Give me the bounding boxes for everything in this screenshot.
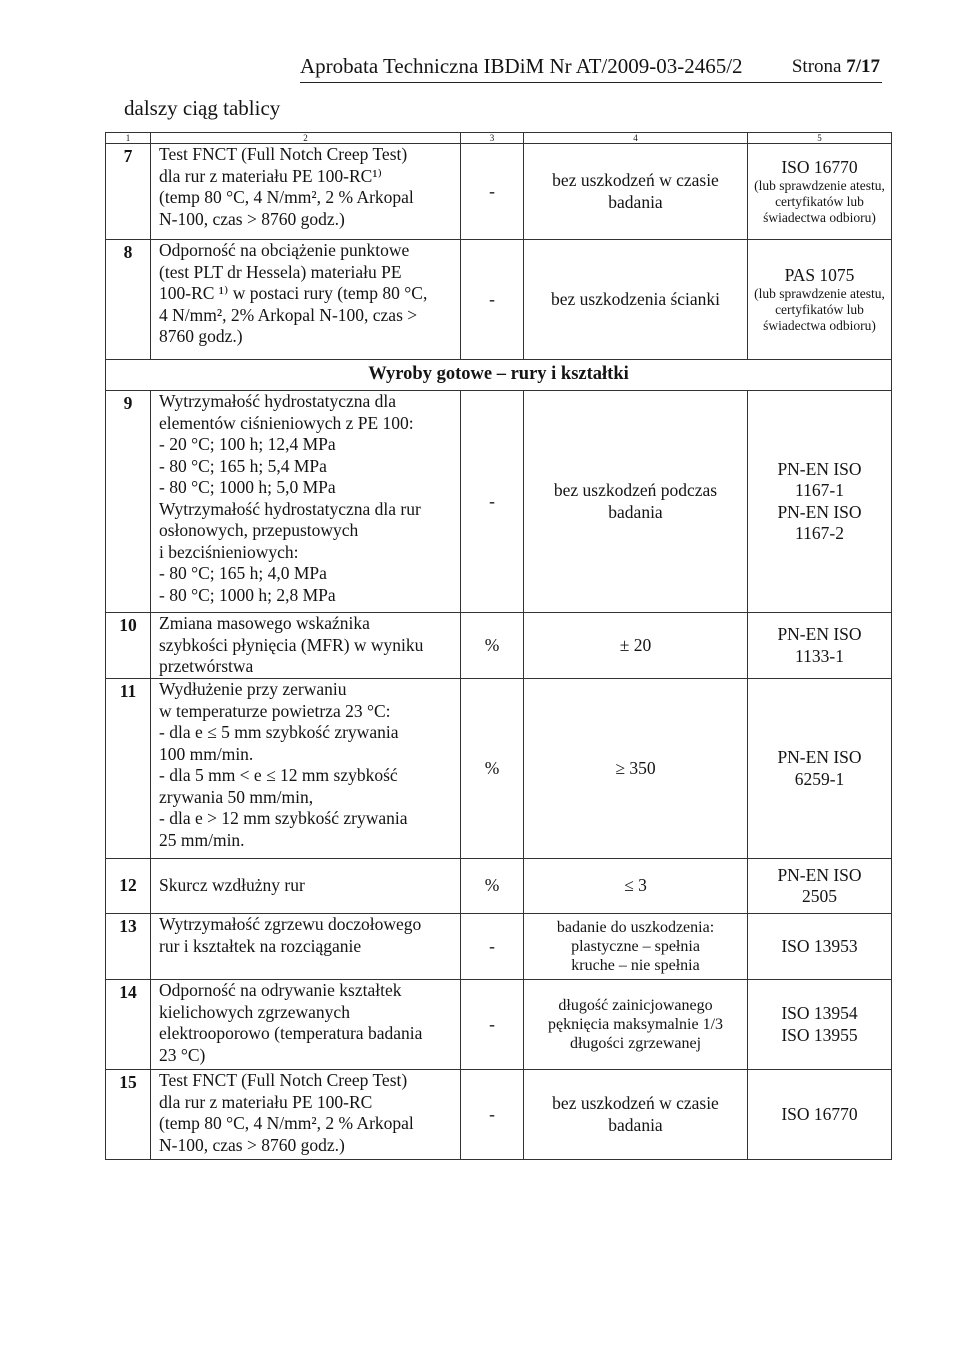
test-method-cell xyxy=(748,859,892,914)
property-cell-line: rur i kształtek na rozciąganie xyxy=(159,935,362,956)
unit-cell: % xyxy=(461,679,524,859)
table-row xyxy=(106,679,892,859)
continued-label: dalszy ciąg tablicy xyxy=(124,96,281,120)
table-row xyxy=(106,240,892,360)
property-cell xyxy=(151,391,461,613)
property-cell xyxy=(151,914,461,980)
property-cell-line: zrywania 50 mm/min, xyxy=(159,786,314,807)
property-cell-line: N-100, czas > 8760 godz.) xyxy=(159,208,345,229)
test-method-standard: 6259-1 xyxy=(794,768,845,789)
requirement-cell xyxy=(524,679,748,859)
row-number: 10 xyxy=(106,613,151,679)
requirement-cell-line: badania xyxy=(608,1114,663,1135)
property-cell-line: Odporność na obciążenie punktowe xyxy=(159,240,410,260)
property-cell-line: kielichowych zgrzewanych xyxy=(159,1001,350,1022)
requirements-table xyxy=(105,132,892,1160)
property-cell-line: Test FNCT (Full Notch Creep Test) xyxy=(159,1070,408,1090)
property-cell-line: 23 °C) xyxy=(159,1044,206,1065)
property-cell-line: elementów ciśnieniowych z PE 100: xyxy=(159,412,414,433)
page-prefix: Strona xyxy=(791,56,847,77)
test-method-standard: PN-EN ISO xyxy=(777,747,862,767)
property-cell-line: - 20 °C; 100 h; 12,4 MPa xyxy=(159,434,336,454)
property-cell xyxy=(151,144,461,240)
test-method-standard: ISO 13955 xyxy=(781,1024,858,1045)
column-number: 2 xyxy=(151,133,461,144)
requirement-cell-line: bez uszkodzeń podczas xyxy=(553,480,718,500)
property-cell-line: - 80 °C; 1000 h; 5,0 MPa xyxy=(159,477,336,497)
test-method-standard: ISO 13953 xyxy=(781,935,858,956)
property-cell-line: 100-RC ¹⁾ w postaci rury (temp 80 °C, xyxy=(159,283,428,303)
test-method-standard: 2505 xyxy=(802,886,837,906)
requirement-cell-line: ≥ 350 xyxy=(615,757,656,778)
property-cell-line: Wytrzymałość zgrzewu doczołowego xyxy=(159,914,422,934)
property-cell-line: Zmiana masowego wskaźnika xyxy=(159,613,370,633)
document-title: Aprobata Techniczna IBDiM Nr AT/2009-03-2465/2 xyxy=(300,54,743,78)
property-cell xyxy=(151,859,461,914)
requirement-cell xyxy=(524,391,748,613)
row-number: 13 xyxy=(106,914,151,980)
property-cell-line: przetwórstwa xyxy=(159,656,254,676)
property-cell xyxy=(151,613,461,679)
requirement-cell-line: bez uszkodzeń w czasie xyxy=(552,170,719,190)
requirement-cell xyxy=(524,613,748,679)
test-method-note: (lub sprawdzenie atestu, certyfikatów lub świadectwa odbioru) xyxy=(754,286,885,334)
property-cell-line: 4 N/mm², 2% Arkopal N-100, czas > xyxy=(159,304,418,325)
unit-cell: - xyxy=(461,1070,524,1160)
property-cell xyxy=(151,240,461,360)
property-cell-line: Skurcz wzdłużny rur xyxy=(159,875,305,896)
unit-cell: - xyxy=(461,240,524,360)
property-cell-line: - 80 °C; 165 h; 5,4 MPa xyxy=(159,455,327,476)
property-cell-line: dla rur z materiału PE 100-RC xyxy=(159,1091,373,1112)
requirement-cell-line: długości zgrzewanej xyxy=(569,1035,702,1052)
test-method-standard: ISO 16770 xyxy=(781,156,858,177)
requirement-cell-line: ≤ 3 xyxy=(624,875,647,896)
property-cell-line: Odporność na odrywanie kształtek xyxy=(159,980,402,1000)
test-method-standard: 1167-1 xyxy=(795,480,844,500)
requirement-cell xyxy=(524,144,748,240)
property-cell-line: - dla e ≤ 5 mm szybkość zrywania xyxy=(159,722,399,742)
unit-cell: % xyxy=(461,613,524,679)
property-cell-line: - dla 5 mm < e ≤ 12 mm szybkość xyxy=(159,765,398,785)
table-row xyxy=(106,391,892,613)
property-cell-line: Test FNCT (Full Notch Creep Test) xyxy=(159,144,408,164)
property-cell-line: i bezciśnieniowych: xyxy=(159,541,299,562)
property-cell xyxy=(151,679,461,859)
unit-cell: - xyxy=(461,144,524,240)
requirement-cell-line: długość zainicjowanego xyxy=(558,997,713,1014)
test-method-cell xyxy=(748,240,892,360)
row-number: 12 xyxy=(106,859,151,914)
test-method-standard: PAS 1075 xyxy=(784,264,855,285)
property-cell-line: 25 mm/min. xyxy=(159,829,245,850)
property-cell-line: - 80 °C; 1000 h; 2,8 MPa xyxy=(159,584,336,605)
requirement-cell-line: badania xyxy=(608,501,663,522)
requirement-cell xyxy=(524,240,748,360)
property-cell-line: Wydłużenie przy zerwaniu xyxy=(159,679,347,699)
property-cell-line: - 80 °C; 165 h; 4,0 MPa xyxy=(159,563,327,583)
unit-cell: - xyxy=(461,391,524,613)
property-cell-line: Wytrzymałość hydrostatyczna dla xyxy=(159,391,397,411)
property-cell-line: szybkości płynięcia (MFR) w wyniku xyxy=(159,634,424,655)
row-number: 11 xyxy=(106,679,151,859)
requirement-cell-line: bez uszkodzenia ścianki xyxy=(550,288,721,309)
test-method-cell xyxy=(748,391,892,613)
property-cell-line: 100 mm/min. xyxy=(159,743,254,764)
requirement-cell xyxy=(524,914,748,980)
test-method-cell xyxy=(748,914,892,980)
requirement-cell-line: kruche – nie spełnia xyxy=(571,957,700,974)
table-row xyxy=(106,980,892,1070)
test-method-standard: 1167-2 xyxy=(795,523,844,543)
test-method-cell xyxy=(748,144,892,240)
property-cell-line: - dla e > 12 mm szybkość zrywania xyxy=(159,808,408,828)
test-method-standard: ISO 13954 xyxy=(781,1003,858,1023)
column-number: 5 xyxy=(748,133,892,144)
row-number: 14 xyxy=(106,980,151,1070)
row-number: 8 xyxy=(106,240,151,360)
column-number: 4 xyxy=(524,133,748,144)
property-cell-line: elektrooporowo (temperatura badania xyxy=(159,1023,423,1043)
property-cell-line: N-100, czas > 8760 godz.) xyxy=(159,1134,345,1155)
test-method-note: (lub sprawdzenie atestu, certyfikatów lub świadectwa odbioru) xyxy=(754,178,885,226)
test-method-standard: PN-EN ISO xyxy=(777,624,862,644)
test-method-standard: PN-EN ISO xyxy=(777,501,862,522)
section-title: Wyroby gotowe – rury i kształtki xyxy=(106,360,892,391)
row-number: 15 xyxy=(106,1070,151,1160)
section-header-row xyxy=(106,360,892,391)
unit-cell: - xyxy=(461,914,524,980)
test-method-cell xyxy=(748,1070,892,1160)
requirement-cell xyxy=(524,980,748,1070)
test-method-cell xyxy=(748,613,892,679)
table-row xyxy=(106,914,892,980)
property-cell-line: (temp 80 °C, 4 N/mm², 2 % Arkopal xyxy=(159,187,414,207)
requirement-cell xyxy=(524,1070,748,1160)
requirement-cell-line: bez uszkodzeń w czasie xyxy=(552,1093,719,1113)
test-method-standard: PN-EN ISO xyxy=(777,864,862,885)
test-method-cell xyxy=(748,980,892,1070)
column-number: 1 xyxy=(106,133,151,144)
unit-cell: % xyxy=(461,859,524,914)
column-number-row xyxy=(106,133,892,144)
requirement-cell-line: pęknięcia maksymalnie 1/3 xyxy=(547,1016,724,1033)
property-cell xyxy=(151,980,461,1070)
row-number: 7 xyxy=(106,144,151,240)
requirement-cell-line: plastyczne – spełnia xyxy=(571,938,700,955)
requirement-cell-line: ± 20 xyxy=(619,634,652,655)
column-number: 3 xyxy=(461,133,524,144)
test-method-standard: PN-EN ISO xyxy=(777,458,862,479)
unit-cell: - xyxy=(461,980,524,1070)
property-cell-line: w temperaturze powietrza 23 °C: xyxy=(159,700,391,721)
table-row xyxy=(106,859,892,914)
property-cell-line: Wytrzymałość hydrostatyczna dla rur xyxy=(159,498,421,519)
test-method-cell xyxy=(748,679,892,859)
page-header xyxy=(300,52,882,83)
table-row xyxy=(106,1070,892,1160)
table-row xyxy=(106,613,892,679)
page-number: 7/17 xyxy=(846,56,880,77)
page-indicator xyxy=(792,56,880,78)
property-cell-line: dla rur z materiału PE 100-RC¹⁾ xyxy=(159,165,382,186)
test-method-standard: ISO 16770 xyxy=(781,1103,858,1124)
requirement-cell xyxy=(524,859,748,914)
row-number: 9 xyxy=(106,391,151,613)
property-cell-line: (test PLT dr Hessela) materiału PE xyxy=(159,261,402,282)
test-method-standard: 1133-1 xyxy=(795,645,844,666)
table-row xyxy=(106,144,892,240)
property-cell-line: osłonowych, przepustowych xyxy=(159,520,359,540)
property-cell-line: (temp 80 °C, 4 N/mm², 2 % Arkopal xyxy=(159,1113,414,1133)
property-cell-line: 8760 godz.) xyxy=(159,326,243,346)
requirement-cell-line: badanie do uszkodzenia: xyxy=(556,919,715,936)
property-cell xyxy=(151,1070,461,1160)
requirement-cell-line: badania xyxy=(608,191,663,212)
